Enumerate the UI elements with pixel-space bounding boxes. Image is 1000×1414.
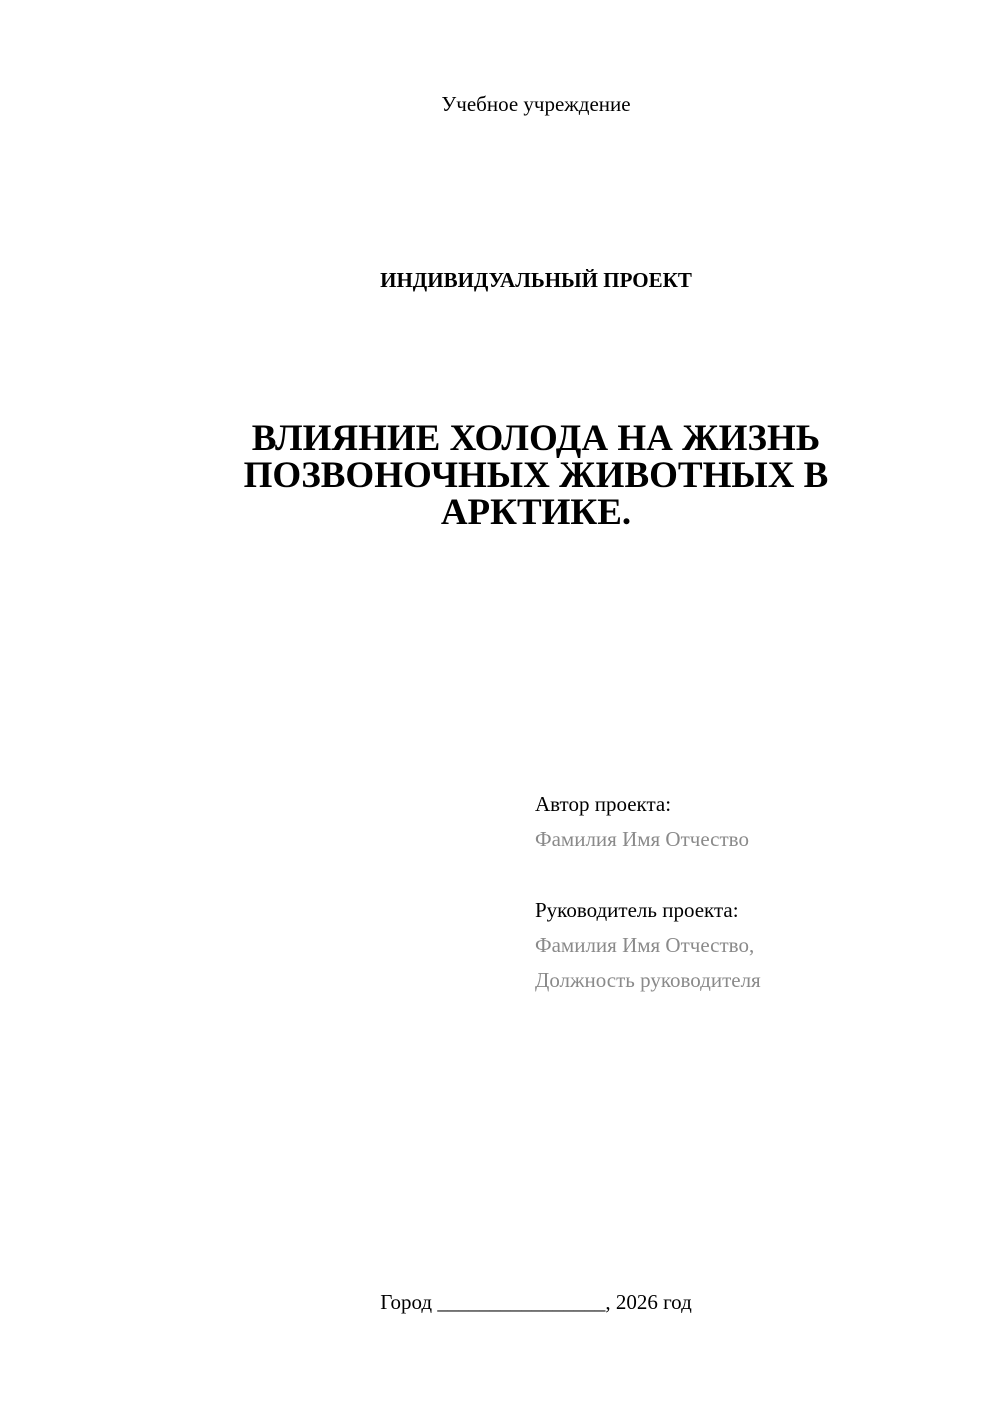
document-type: ИНДИВИДУАЛЬНЫЙ ПРОЕКТ	[380, 268, 692, 292]
author-label: Автор проекта:	[535, 792, 672, 816]
supervisor-label: Руководитель проекта:	[535, 898, 739, 922]
institution-name: Учебное учреждение	[441, 92, 631, 116]
author-block	[535, 787, 975, 857]
project-title-line-2: ПОЗВОНОЧНЫХ ЖИВОТНЫХ В	[243, 455, 829, 496]
supervisor-name: Фамилия Имя Отчество,	[535, 933, 755, 957]
project-title	[200, 420, 872, 531]
project-title-line-1: ВЛИЯНИЕ ХОЛОДА НА ЖИЗНЬ	[251, 418, 821, 459]
supervisor-block	[535, 893, 975, 998]
city-year-line: Город ________________, 2026 год	[380, 1290, 692, 1314]
author-name: Фамилия Имя Отчество	[535, 827, 749, 851]
project-title-line-3: АРКТИКЕ.	[440, 492, 632, 533]
supervisor-position: Должность руководителя	[535, 968, 761, 992]
